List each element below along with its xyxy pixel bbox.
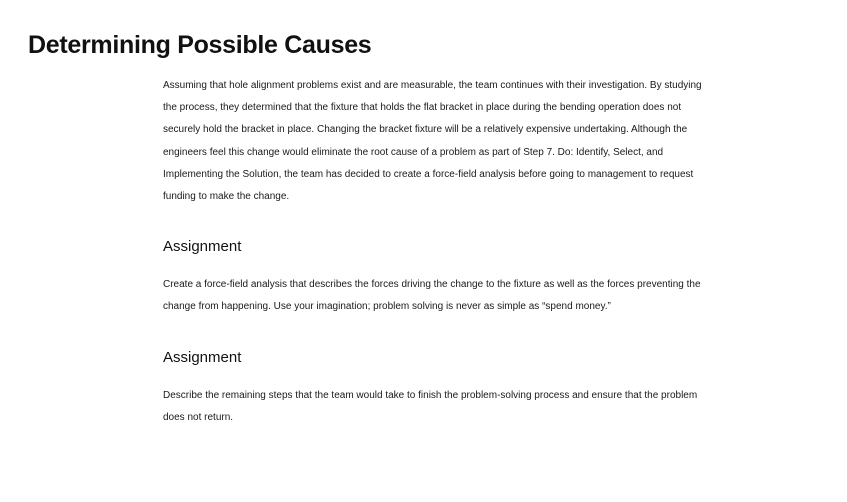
assignment-heading-1: Assignment [163,238,242,256]
document-body [163,75,703,429]
page-title: Determining Possible Causes [28,31,372,59]
assignment-heading-2: Assignment [163,348,242,366]
intro-paragraph: Assuming that hole alignment problems exist and are measurable, the team continues with their investigation. By studying the process, they determined that the fixture that holds the flat bracket in place during the bending operation does not securely hold the bracket in place. Changing the bracket fixture will be a relatively expensive undertaking. Although the engineers feel this change would eliminate the root cause of a problem as part of Step 7. Do: Identify, Select, and Implementing the Solution, the team has decided to create a force-field analysis before going to management to request funding to make the change. [163,80,702,203]
assignment-paragraph-2: Describe the remaining steps that the team would take to finish the problem-solving process and ensure that the problem does not return. [163,389,698,423]
assignment-paragraph-1: Create a force-field analysis that describes the forces driving the change to the fixture as well as the forces preventing the change from happening. Use your imagination; problem solving is never as simple as “spend money.” [163,279,701,313]
